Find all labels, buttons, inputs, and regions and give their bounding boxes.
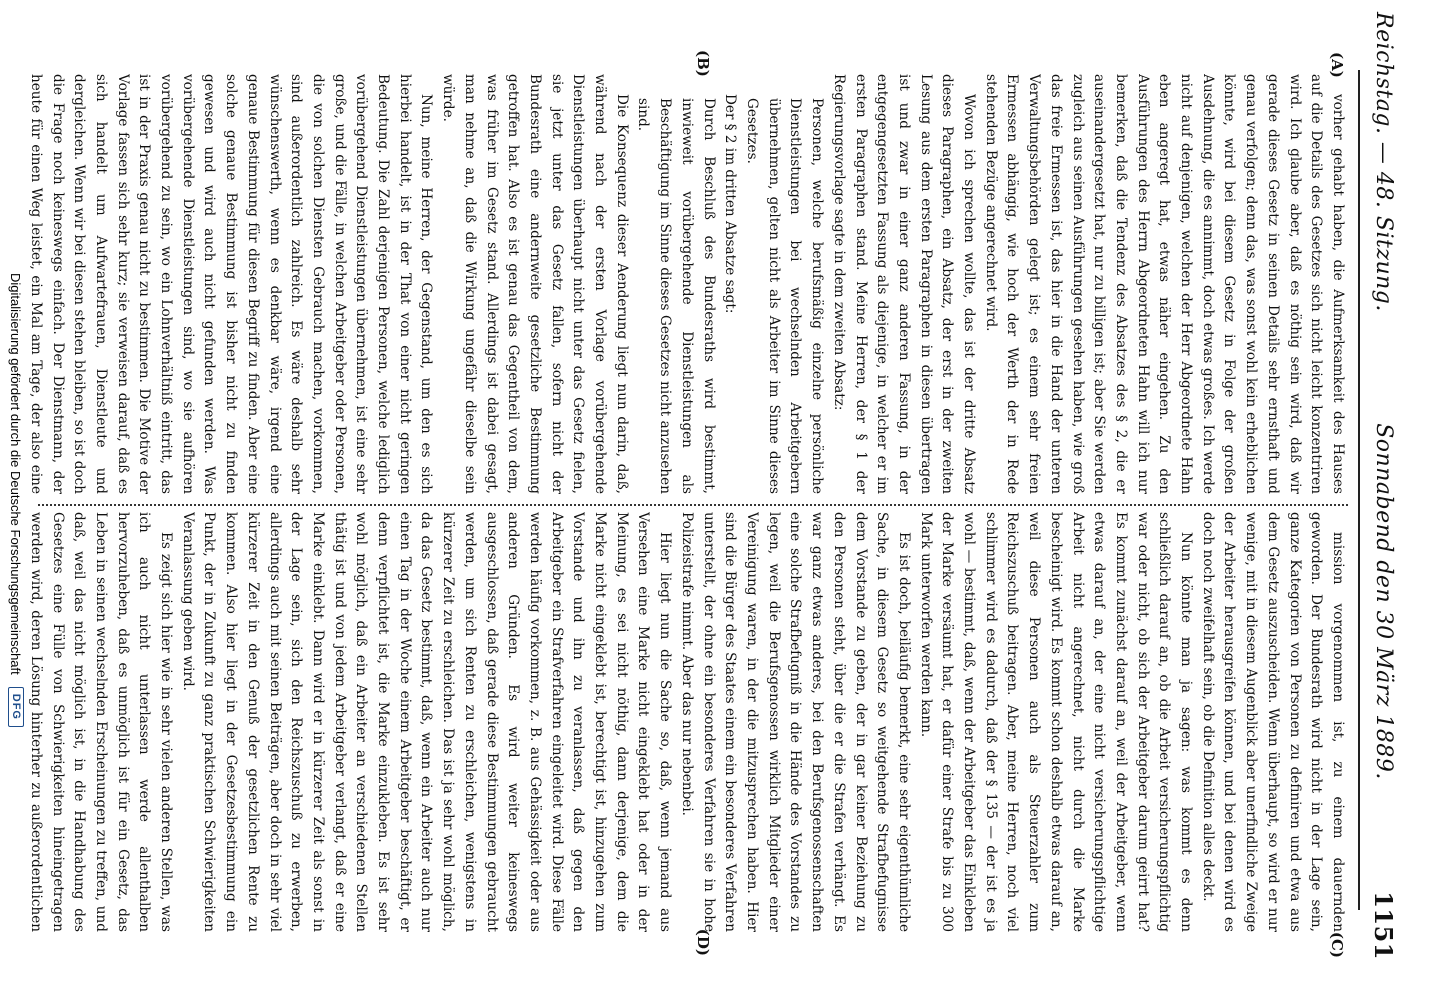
right-column: [28, 512, 1348, 932]
page-number: 1151: [1369, 891, 1399, 960]
paragraph: Es zeigt sich hier wie in sehr vielen anderen Stellen, was ich auch nicht unterlassen werde allenthalben hervorzuheben, daß es unmöglich ist für ein Gesetz, das Leben in seinen wechselnden Erscheinungen zu treffen, und daß, weil das nicht möglich ist, in die Handhabung des Gesetzes eine Fülle von Schwierigkeiten hineingetragen werden wird, deren Lösung hinterher zu außerordentlichen: [28, 512, 175, 932]
paragraph: Die Konsequenz dieser Aenderung liegt nun darin, daß, während nach der ersten Vorlage vorübergehende Dienstleistungen überhaupt nicht unter das Gesetz fielen, sie jetzt unter das Gesetz fallen, sofern nicht der Bundesrath eine andernweite gesetzliche Bestimmung getroffen hat. Also es ist genau das Gegentheil von dem, was früher im Gesetz stand. Allerdings ist dabei gesagt, man nehme an, daß die Wirkung ungefähr dieselbe sein würde.: [440, 74, 630, 494]
column-divider: [38, 504, 1348, 507]
paragraph: Wovon ich sprechen wollte, das ist der dritte Absatz dieses Paragraphen, ein Absatz, der erst in der zweiten Lesung aus dem ersten Paragraphen in diesen übertragen ist und zwar in einer ganz anderen Fassung, in der entgegengesetzten Fassung als diejenige, in welcher er im ersten Paragraphen stand. Meine Herren, der § 1 der Regierungsvorlage sagte in dem zweiten Absatz:: [830, 74, 978, 494]
paragraph: Nun, meine Herren, der Gegenstand, um den es sich hierbei handelt, ist in der That von einer nicht geringen Bedeutung. Die Zahl derjenigen Personen, welche lediglich vorübergehend Dienstleistungen übernehmen, ist eine sehr große, und die Fälle, in welchen Arbeitgeber oder Personen, die von solchen Diensten Gebrauch machen, vorkommen, sind außerordentlich zahlreich. Es wäre deshalb sehr wünschenswerth, wenn es denkbar wäre, irgend eine genaue Bestimmung für diesen Begriff zu finden. Aber eine solche genaue Bestimmung ist bisher nicht zu finden gewesen und wird auch nicht gefunden werden. Was vorübergehende Dienstleistungen sind, wo sie aufhören vorübergehend zu sein, wo ein Lohnverhältniß eintritt, das ist in der Praxis genau nicht zu bestimmen. Die Motive der Vorlage fassen sich sehr kurz; sie verweisen darauf, daß es sich handelt um Aufwartefrauen, Dienstleute und dergleichen. Wenn wir bei diesen stehen bleiben, so ist doch die Frage noch keineswegs einfach. Der Dienstmann, der heute für einen Weg leistet, ein Mal am Tage, der also eine: [28, 74, 435, 494]
paragraph: Es ist doch, beiläufig bemerkt, eine sehr eigenthümliche Sache, in diesem Gesetz so weitgehende Strafbefugnisse dem Vorstande zu geben, der in gar keiner Beziehung zu den Personen steht, über die er die Strafen verhängt. Es war ganz etwas anderes, bei den Berufsgenossenschaften eine solche Strafbefugniß in die Hände des Vorstandes zu legen, weil die Berufsgenossen wirklich Mitglieder einer Vereinigung waren, in der die mitzusprechen haben. Hier sind die Bürger des Staates einem ein besonderes Verfahren unterstellt, der ohne ein besonderes Verfahren sie in hohe Polizeistrafe nimmt. Aber das nur nebenbei.: [678, 512, 912, 932]
digitization-footer: [0, 0, 32, 1000]
margin-marker-d: (D): [694, 928, 712, 956]
margin-marker-a: (A): [1328, 52, 1346, 78]
paragraph: mission vorgenommen ist, zu einem dauernden geworden. Der Bundesrath wird nicht in der Lage sein, ganze Kategorien von Personen zu definiren und etwa aus dem Gesetz auszuscheiden. Wenn überhaupt, so wird er nur wenige, mit in diesem Augenblick aber unerfindliche Zweige der Arbeiter herausgreifen können, und bei denen wird es doch noch zweifelhaft sein, ob die Definition alles deckt.: [1199, 512, 1346, 932]
margin-marker-c: (C): [1328, 931, 1346, 958]
quoted-clause: Durch Beschluß des Bundesraths wird bestimmt, inwieweit vorübergehende Dienstleistungen als Beschäftigung im Sinne dieses Gesetzes nicht anzusehen sind.: [635, 98, 717, 494]
quoted-clause: Personen, welche berufsmäßig einzelne persönliche Dienstleistungen bei wechselnden Arbeitgebern übernehmen, gelten nicht als Arbeiter im Sinne dieses Gesetzes.: [744, 98, 826, 494]
left-column: [28, 74, 1348, 494]
paragraph: Nun könnte man ja sagen: was kommt es denn schließlich darauf an, ob die Arbeit versicherungspflichtig war oder nicht, ob sich der Arbeitgeber darum geirrt hat? Es kommt zunächst darauf an, weil der Arbeitgeber, wenn etwas darauf an, der eine nicht versicherungspflichtige Arbeit nicht angerechnet, nicht durch die Marke bescheinigt wird. Es kommt schon deshalb etwas darauf an, weil diese Personen auch als Steuerzahler zum Reichszuschuß beitragen. Aber, meine Herren, noch viel schlimmer wird es dadurch, daß der § 135 — der ist es ja wohl — bestimmt, daß, wenn der Arbeitgeber das Einkleben der Marke versäumt hat, er dafür einer Strafe bis zu 300 Mark unterworfen werden kann.: [917, 512, 1195, 932]
paragraph: vorher gehabt haben, die Aufmerksamkeit des Hauses auf die Details des Gesetzes sich nicht leicht konzentriren wird. Ich glaube aber, daß es nöthig sein wird, daß wir gerade dieses Gesetz in seinen Details sehr ernsthaft und genau verfolgen; denn das, was sonst wohl kein erheblichen könnte, wird bei diesem Gesetz in Folge der großen Ausdehnung, die es annimmt, doch etwas großes. Ich werde nicht auf denjenigen, welchen der Herr Abgeordnete Hahn eben angeregt hat, etwas näher eingehen. Zu den Ausführungen des Herrn Abgeordneten Hahn will ich nur bemerken, daß die Tendenz des Absatzes des § 2, die er auseinandergesetzt hat, nur zu billigen ist; aber Sie werden zugleich aus seinen Ausführungen gesehen haben, wie groß das freie Ermessen ist, das hier in die Hand der unteren Verwaltungsbehörden gelegt ist; es einem sehr freien Ermessen abhängig, wie hoch der Werth der in Rede stehenden Bezüge angerechnet wird.: [982, 74, 1346, 494]
paragraph: Der § 2 im dritten Absatze sagt:: [722, 94, 739, 314]
margin-marker-b: (B): [694, 50, 712, 77]
dfg-logo: DFG: [8, 687, 24, 727]
session-date: Sonnabend den 30 März 1889.: [1371, 423, 1397, 780]
page-header: [1364, 12, 1404, 960]
paragraph: Hier liegt nun die Sache so, daß, wenn jemand aus Versehen eine Marke nicht eingeklebt hat oder in der Meinung, es sei nicht nöthig, dann derjenige, dem die Marke nicht eingeklebt ist, berechtigt ist, hinzugehen zum Vorstande und ihn zu veranlassen, daß gegen den Arbeitgeber ein Strafverfahren eingeleitet wird. Diese Fälle werden häufig vorkommen, z. B. aus Gehässigkeit oder aus anderen Gründen. Es wird weiter keineswegs ausgeschlossen, daß gerade diese Bestimmungen gebraucht werden, um sich Renten zu erschleichen, wenigstens in kürzerer Zeit zu erschleichen. Das ist ja sehr wohl möglich, da das Gesetz bestimmt, daß, wenn ein Arbeiter auch nur einen Tag in der Woche einem Arbeitgeber beschäftigt, er denn verpflichtet ist, die Marke einzukleben. Es ist sehr wohl möglich, daß ein Arbeiter an verschiedenen Stellen thätig ist und von jedem Arbeitgeber verlangt, daß er eine Marke einklebt. Dann wird er in kürzerer Zeit als sonst in der Lage sein, sich den Reichszuschuß zu erwerben, allerdings auch mit seinen Beiträgen, aber doch in sehr viel kürzerer Zeit in den Genuß der gesetzlichen Rente zu kommen. Also hier liegt in der Gesetzesbestimmung ein Punkt, der in Zukunft zu ganz praktischen Schwierigkeiten Veranlassung geben wird.: [179, 512, 674, 932]
running-title: Reichstag. — 48. Sitzung.: [1371, 12, 1397, 312]
funding-note: Digitalisierung gefördert durch die Deutsche Forschungsgemeinschaft: [8, 272, 24, 675]
header-rule: [1358, 70, 1360, 910]
